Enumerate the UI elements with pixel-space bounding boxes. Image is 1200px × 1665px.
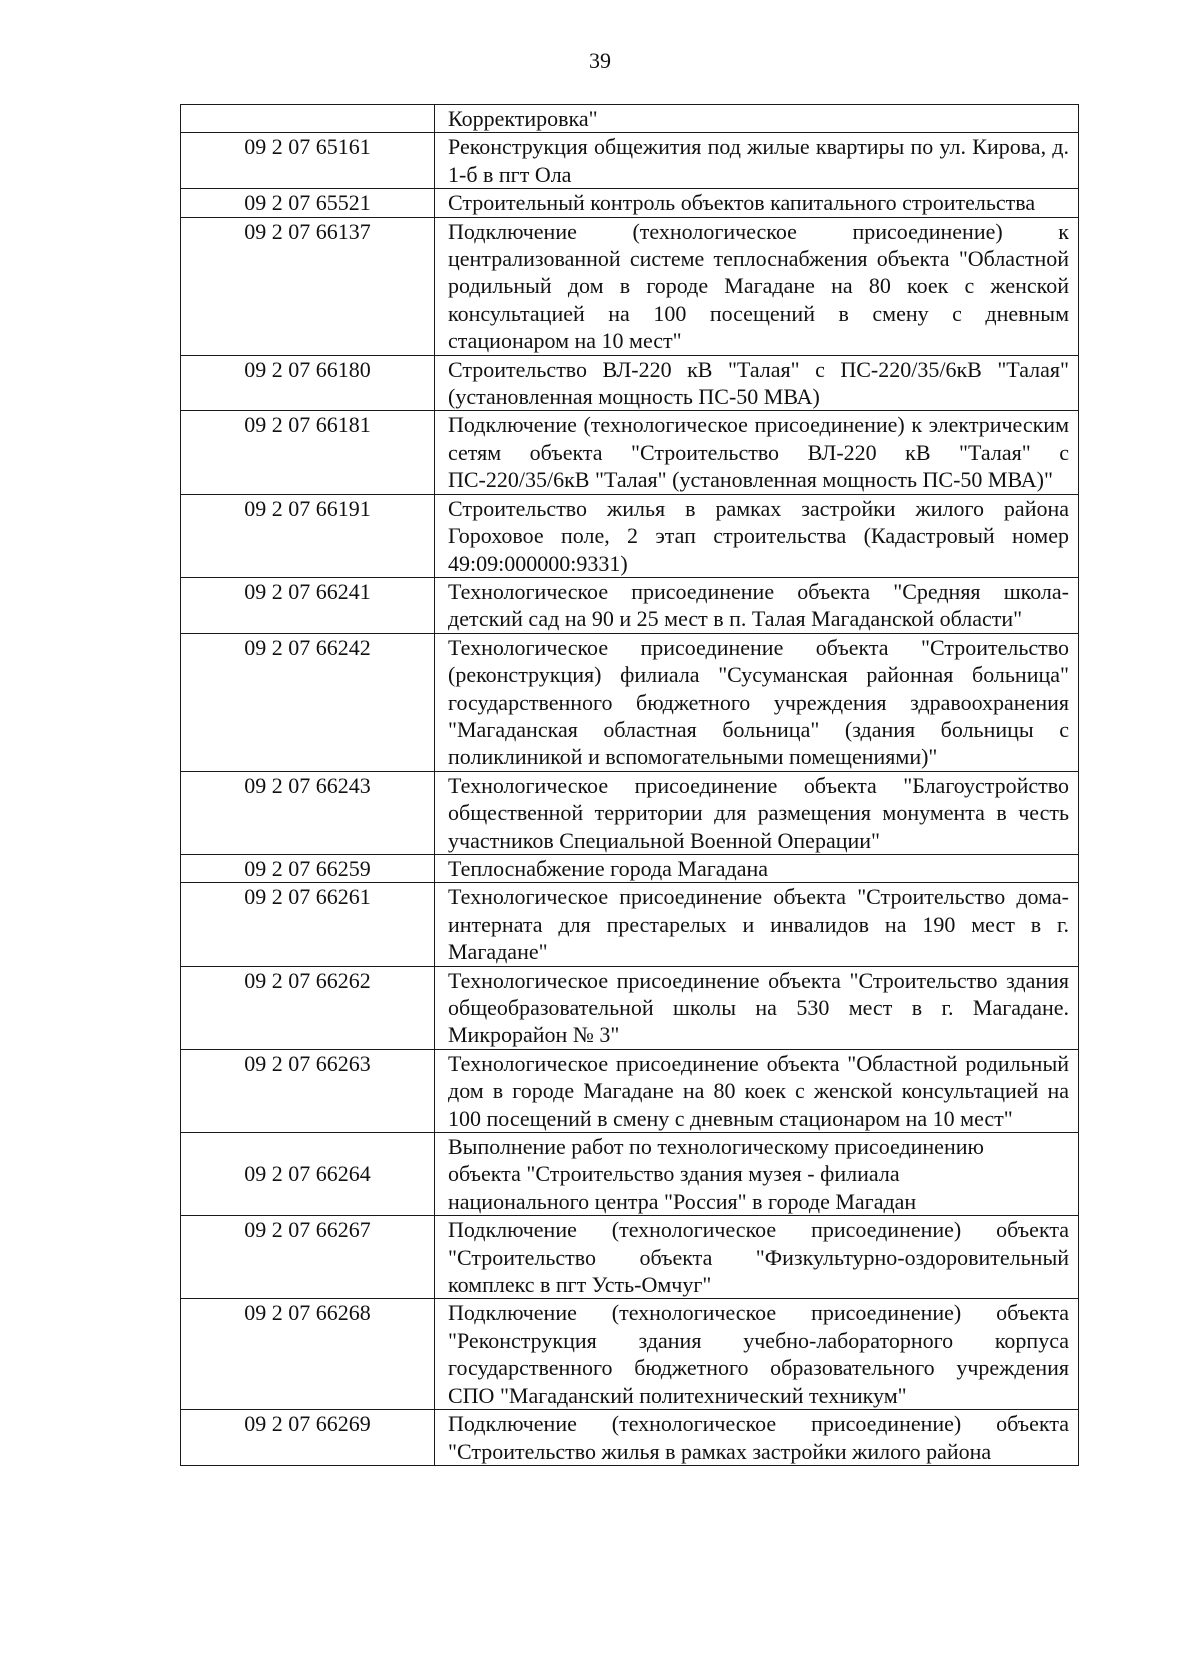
description-cell: Строительство ВЛ-220 кВ "Талая" с ПС-220/35/6кВ "Талая" (установленная мощность ПС-50 МВА)	[435, 355, 1079, 411]
page-number: 39	[589, 48, 611, 73]
code-cell: 09 2 07 66261	[181, 883, 435, 966]
description-cell: Технологическое присоединение объекта "Строительство дома-интерната для престарелых и инвалидов на 190 мест в г. Магадане"	[435, 883, 1079, 966]
description-cell: Технологическое присоединение объекта "Областной родильный дом в городе Магадане на 80 коек с женской консультацией на 100 посещений в смену с дневным стационаром на 10 мест"	[435, 1049, 1079, 1132]
code-cell: 09 2 07 65161	[181, 133, 435, 189]
description-cell: Корректировка"	[435, 105, 1079, 133]
table-row	[181, 494, 1079, 577]
table-row	[181, 883, 1079, 966]
code-cell: 09 2 07 66263	[181, 1049, 435, 1132]
table-row	[181, 1049, 1079, 1132]
code-cell: 09 2 07 66264	[181, 1133, 435, 1216]
code-cell: 09 2 07 66242	[181, 633, 435, 771]
description-cell: Строительный контроль объектов капитального строительства	[435, 189, 1079, 217]
description-line: Выполнение работ по технологическому присоединению	[448, 1134, 984, 1160]
description-line: объекта "Строительство здания музея - филиала	[448, 1161, 900, 1187]
code-cell: 09 2 07 66267	[181, 1216, 435, 1299]
table-row	[181, 189, 1079, 217]
code-cell: 09 2 07 66137	[181, 217, 435, 355]
description-cell: Технологическое присоединение объекта "Строительство (реконструкция) филиала "Сусуманская районная больница" государственного бюджетного учреждения здравоохранения "Магаданская областная больница" (здания больницы с поликлиникой и вспомогательными помещениями)"	[435, 633, 1079, 771]
table-row	[181, 355, 1079, 411]
budget-classification-table	[180, 104, 1079, 1466]
code-cell: 09 2 07 66268	[181, 1299, 435, 1410]
description-cell: Теплоснабжение города Магадана	[435, 854, 1079, 882]
table-row	[181, 966, 1079, 1049]
table-row	[181, 1133, 1079, 1216]
table-row	[181, 854, 1079, 882]
description-cell	[435, 1133, 1079, 1216]
code-cell	[181, 105, 435, 133]
table-row	[181, 633, 1079, 771]
description-cell: Подключение (технологическое присоединение) объекта "Реконструкция здания учебно-лабораторного корпуса государственного бюджетного образовательного учреждения СПО "Магаданский политехнический техникум"	[435, 1299, 1079, 1410]
description-cell: Подключение (технологическое присоединение) к электрическим сетям объекта "Строительство ВЛ-220 кВ "Талая" с ПС-220/35/6кВ "Талая" (установленная мощность ПС-50 МВА)"	[435, 411, 1079, 494]
table-row	[181, 1299, 1079, 1410]
description-cell: Подключение (технологическое присоединение) объекта "Строительство объекта "Физкультурно-оздоровительный комплекс в пгт Усть-Омчуг"	[435, 1216, 1079, 1299]
code-cell: 09 2 07 66241	[181, 577, 435, 633]
table-row	[181, 105, 1079, 133]
table-row	[181, 1216, 1079, 1299]
code-cell: 09 2 07 66181	[181, 411, 435, 494]
table-row	[181, 1410, 1079, 1466]
description-cell: Подключение (технологическое присоединение) объекта "Строительство жилья в рамках застройки жилого района	[435, 1410, 1079, 1466]
table-row	[181, 577, 1079, 633]
table-row	[181, 133, 1079, 189]
code-cell: 09 2 07 66262	[181, 966, 435, 1049]
code-cell: 09 2 07 66269	[181, 1410, 435, 1466]
description-cell: Реконструкция общежития под жилые квартиры по ул. Кирова, д. 1-б в пгт Ола	[435, 133, 1079, 189]
code-cell: 09 2 07 66259	[181, 854, 435, 882]
description-cell: Технологическое присоединение объекта "Строительство здания общеобразовательной школы на 530 мест в г. Магадане. Микрорайон № 3"	[435, 966, 1079, 1049]
description-cell: Технологическое присоединение объекта "Средняя школа-детский сад на 90 и 25 мест в п. Талая Магаданской области"	[435, 577, 1079, 633]
code-cell: 09 2 07 66243	[181, 771, 435, 854]
code-cell: 09 2 07 65521	[181, 189, 435, 217]
table-row	[181, 771, 1079, 854]
code-cell: 09 2 07 66180	[181, 355, 435, 411]
description-cell: Строительство жилья в рамках застройки жилого района Гороховое поле, 2 этап строительства (Кадастровый номер 49:09:000000:9331)	[435, 494, 1079, 577]
code-cell: 09 2 07 66191	[181, 494, 435, 577]
description-cell: Технологическое присоединение объекта "Благоустройство общественной территории для размещения монумента в честь участников Специальной Военной Операции"	[435, 771, 1079, 854]
description-cell: Подключение (технологическое присоединение) к централизованной системе теплоснабжения объекта "Областной родильный дом в городе Магадане на 80 коек с женской консультацией на 100 посещений в смену с дневным стационаром на 10 мест"	[435, 217, 1079, 355]
table-row	[181, 217, 1079, 355]
table-row	[181, 411, 1079, 494]
description-line: национального центра "Россия" в городе Магадан	[448, 1188, 917, 1214]
